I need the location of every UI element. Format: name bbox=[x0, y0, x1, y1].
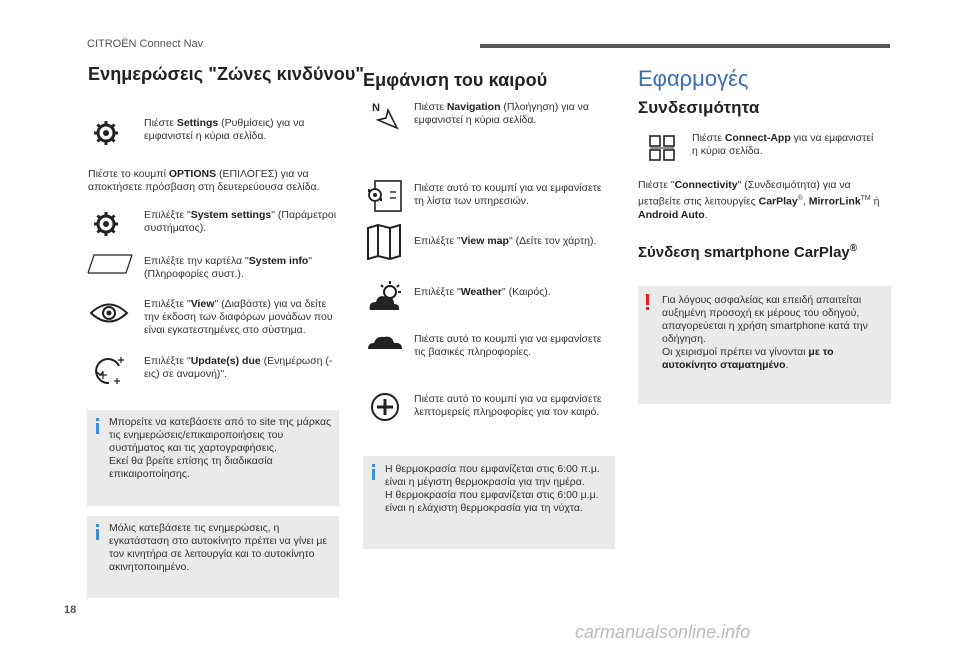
tab-icon bbox=[87, 253, 133, 275]
cloud-icon bbox=[366, 333, 404, 351]
map-icon bbox=[366, 224, 402, 260]
section-title-updates: Ενημερώσεις "Ζώνες κινδύνου" bbox=[88, 64, 365, 84]
connectivity-para: Πιέστε "Connectivity" (Συνδεσιμότητα) για να μεταβείτε στις λειτουργίες CarPlay®, MirrorLink™ ή Android Auto. bbox=[638, 179, 880, 221]
warning-note-carplay bbox=[638, 286, 891, 404]
page-number: 18 bbox=[64, 604, 77, 616]
services-icon bbox=[366, 178, 406, 214]
updates-step4: Επιλέξτε "View" (Διαβάστε) για να δείτε την έκδοση των διαφόρων μονάδων που είναι εγκατεστημένες στο σύστημα. bbox=[144, 298, 333, 336]
section-subtitle-carplay: Σύνδεση smartphone CarPlay® bbox=[638, 243, 858, 261]
weather-step3: Επιλέξτε "View map" (Δείτε τον χάρτη). bbox=[414, 235, 597, 247]
info-note-install bbox=[87, 516, 339, 598]
eye-icon bbox=[89, 300, 129, 326]
gear-icon bbox=[93, 211, 119, 237]
section-title-weather: Εμφάνιση του καιρού bbox=[363, 70, 548, 90]
gear-icon bbox=[93, 120, 119, 146]
weather-step1: Πιέστε Navigation (Πλοήγηση) για να εμφανιστεί η κύρια σελίδα. bbox=[414, 101, 589, 126]
updates-step5: Επιλέξτε "Update(s) due (Ενημέρωση (-εις) σε αναμονή)". bbox=[144, 355, 333, 380]
apps-grid-icon bbox=[649, 135, 675, 161]
weather-step6: Πιέστε αυτό το κουμπί για να εμφανίσετε λεπτομερείς πληροφορίες για τον καιρό. bbox=[414, 393, 602, 418]
info-icon bbox=[370, 464, 377, 480]
updates-options-para: Πιέστε το κουμπί OPTIONS (ΕΠΙΛΟΓΕΣ) για να αποκτήσετε πρόσβαση στη δευτερεύουσα σελίδα. bbox=[88, 168, 320, 193]
updates-step1: Πιέστε Settings (Ρυθμίσεις) για να εμφανιστεί η κύρια σελίδα. bbox=[144, 117, 305, 142]
note-text: Η θερμοκρασία που εμφανίζεται στις 6:00 π.μ. είναι η μέγιστη θερμοκρασία για την ημέρα. Η θερμοκρασία που εμφανίζεται στις 6:00 μ.μ. είναι η ελάχιστη θερμοκρασία για τη νύχτα. bbox=[385, 463, 600, 514]
svg-text:N: N bbox=[372, 102, 380, 114]
section-title-apps: Εφαρμογές bbox=[638, 66, 749, 91]
navigation-icon bbox=[370, 100, 400, 130]
info-icon bbox=[94, 524, 101, 540]
note-text: Μόλις κατεβάσετε τις ενημερώσεις, η εγκατάσταση στο αυτοκίνητο πρέπει να γίνει με τον κινητήρα σε λειτουργία και το αυτοκίνητο ακινητοποιημένο. bbox=[109, 522, 328, 573]
section-subtitle-connectivity: Συνδεσιμότητα bbox=[638, 98, 760, 117]
weather-step4: Επιλέξτε "Weather" (Καιρός). bbox=[414, 286, 551, 298]
warning-text: Για λόγους ασφαλείας και επειδή απαιτείται αυξημένη προσοχή εκ μέρους του οδηγού, απαγορεύεται η χρήση smartphone κατά την οδήγηση. Οι χειρισμοί πρέπει να γίνονται με το αυτοκίνητο σταματημένο. bbox=[662, 294, 868, 371]
info-note-download bbox=[87, 410, 339, 506]
update-icon bbox=[93, 354, 127, 386]
updates-step3: Επιλέξτε την καρτέλα "System info" (Πληροφορίες συστ.). bbox=[144, 255, 313, 280]
note-text: Μπορείτε να κατεβάσετε από το site της μάρκας τις ενημερώσεις/επικαιροποιήσεις του συστήματος και τις χαρτογραφήσεις. Εκεί θα βρείτε επίσης τη διαδικασία επικαιροποίησης. bbox=[109, 416, 332, 480]
info-note-temperature bbox=[363, 456, 615, 549]
header-bar bbox=[480, 44, 890, 48]
header-title: CITROËN Connect Nav bbox=[87, 38, 204, 50]
info-icon bbox=[94, 418, 101, 434]
watermark: carmanualsonline.info bbox=[575, 622, 751, 642]
weather-step5: Πιέστε αυτό το κουμπί για να εμφανίσετε τις βασικές πληροφορίες. bbox=[414, 333, 602, 358]
updates-step2: Επιλέξτε "System settings" (Παράμετροι συστήματος). bbox=[144, 209, 337, 234]
weather-icon bbox=[366, 280, 408, 314]
plus-circle-icon bbox=[370, 392, 400, 422]
apps-step1: Πιέστε Connect-App για να εμφανιστεί η κύρια σελίδα. bbox=[692, 132, 874, 157]
weather-step2: Πιέστε αυτό το κουμπί για να εμφανίσετε τη λίστα των υπηρεσιών. bbox=[414, 182, 602, 207]
